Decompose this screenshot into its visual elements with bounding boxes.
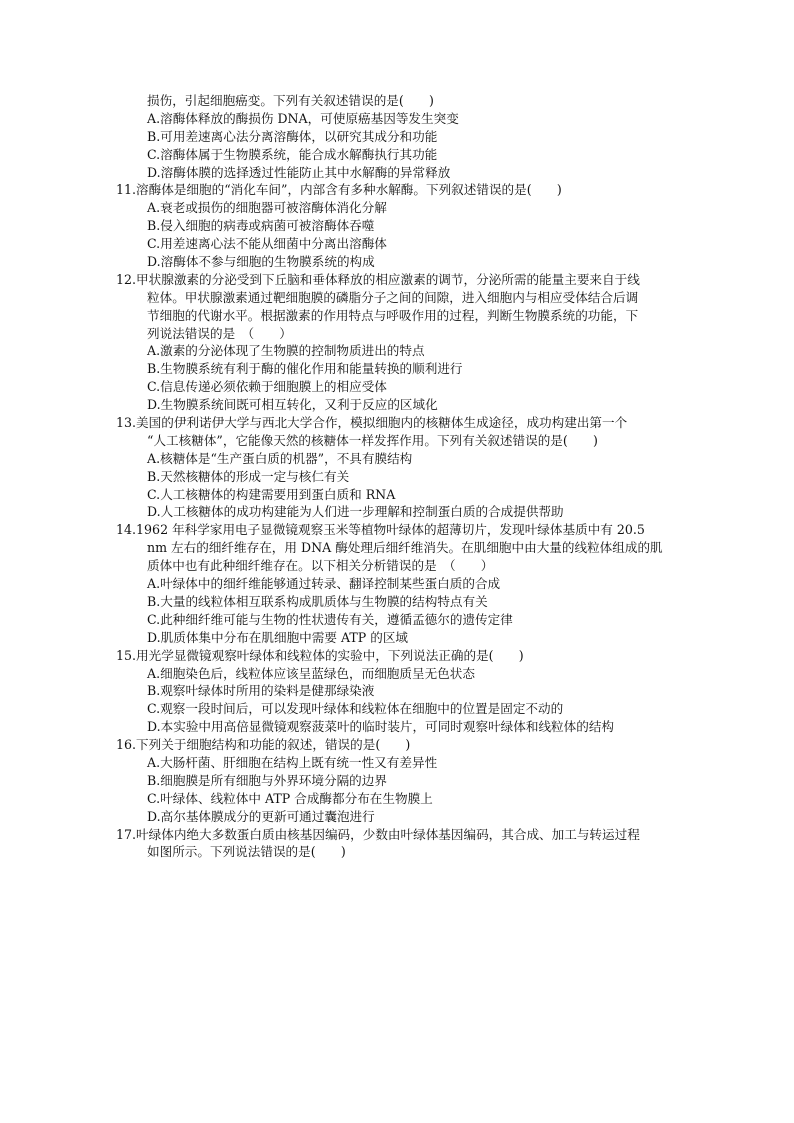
answer-option: A.叶绿体中的细纤维能够通过转录、翻译控制某些蛋白质的合成 <box>147 576 501 592</box>
question-number: 12. <box>116 271 137 287</box>
question-block <box>0 826 794 862</box>
answer-option: B.大量的线粒体相互联系构成肌质体与生物膜的结构特点有关 <box>147 593 488 609</box>
answer-option: C.人工核糖体的构建需要用到蛋白质和 RNA <box>147 486 396 502</box>
answer-option: A.细胞染色后，线粒体应该呈蓝绿色，而细胞质呈无色状态 <box>147 665 475 681</box>
question-block <box>0 521 794 646</box>
answer-option: D.溶酶体膜的选择透过性能防止其中水解酶的异常释放 <box>147 164 451 180</box>
question-number: 17. <box>116 826 137 842</box>
answer-option: B.细胞膜是所有细胞与外界环境分隔的边界 <box>147 772 387 788</box>
answer-option: D.人工核糖体的成功构建能为人们进一步理解和控制蛋白质的合成提供帮助 <box>147 504 564 520</box>
question-stem <box>0 92 794 110</box>
question-stem-continuation <box>0 307 794 325</box>
question-stem <box>0 521 794 539</box>
question-block <box>0 414 794 521</box>
answer-option: C.此种细纤维可能与生物的性状遗传有关，遵循孟德尔的遗传定律 <box>147 611 513 627</box>
question-text: 下列关于细胞结构和功能的叙述，错误的是( ) <box>136 737 411 753</box>
answer-option: C.叶绿体、线粒体中 ATP 合成酶都分布在生物膜上 <box>147 790 433 806</box>
answer-option: A.大肠杆菌、肝细胞在结构上既有统一性又有差异性 <box>147 754 438 770</box>
answer-option: B.生物膜系统有利于酶的催化作用和能量转换的顺利进行 <box>147 361 463 377</box>
question-block <box>0 271 794 414</box>
answer-option: D.溶酶体不参与细胞的生物膜系统的构成 <box>147 254 375 270</box>
question-stem-continuation <box>0 539 794 557</box>
answer-option: A.衰老或损伤的细胞器可被溶酶体消化分解 <box>147 200 387 216</box>
answer-option: C.信息传递必须依赖于细胞膜上的相应受体 <box>147 379 387 395</box>
question-text: 1962 年科学家用电子显微镜观察玉米等植物叶绿体的超薄切片，发现叶绿体基质中有 20.5 <box>136 522 645 538</box>
question-text: 用光学显微镜观察叶绿体和线粒体的实验中，下列说法正确的是( ) <box>136 647 524 663</box>
answer-option: B.侵入细胞的病毒或病菌可被溶酶体吞噬 <box>147 218 375 234</box>
question-stem-continuation <box>0 557 794 575</box>
question-text: 如图所示。下列说法错误的是( ) <box>147 844 346 860</box>
answer-option: D.本实验中用高倍显微镜观察菠菜叶的临时装片，可同时观察叶绿体和线粒体的结构 <box>147 719 615 735</box>
question-block <box>0 92 794 181</box>
answer-option: A.溶酶体释放的酶损伤 DNA，可使原癌基因等发生突变 <box>147 110 459 126</box>
question-stem <box>0 181 794 199</box>
question-number: 11. <box>116 182 137 198</box>
answer-option: C.溶酶体属于生物膜系统，能合成水解酶执行其功能 <box>147 146 438 162</box>
question-stem <box>0 647 794 665</box>
answer-option: D.高尔基体膜成分的更新可通过囊泡进行 <box>147 808 375 824</box>
question-text: “人工核糖体”，它能像天然的核糖体一样发挥作用。下列有关叙述错误的是( ) <box>147 432 598 448</box>
answer-option: A.激素的分泌体现了生物膜的控制物质进出的特点 <box>147 343 425 359</box>
question-text: 甲状腺激素的分泌受到下丘脑和垂体释放的相应激素的调节，分泌所需的能量主要来自于线 <box>136 271 640 287</box>
question-number: 13. <box>116 415 137 431</box>
question-stem-continuation <box>0 289 794 307</box>
answer-option: B.天然核糖体的形成一定与核仁有关 <box>147 468 350 484</box>
question-stem-continuation <box>0 325 794 343</box>
question-text: 溶酶体是细胞的“消化车间”，内部含有多种水解酶。下列叙述错误的是( ) <box>136 182 562 198</box>
question-stem <box>0 414 794 432</box>
question-number: 14. <box>116 522 137 538</box>
question-stem-continuation <box>0 432 794 450</box>
question-stem <box>0 826 794 844</box>
answer-option: D.肌质体集中分布在肌细胞中需要 ATP 的区域 <box>147 629 409 645</box>
question-text: 节细胞的代谢水平。根据激素的作用特点与呼吸作用的过程，判断生物膜系统的功能，下 <box>147 307 639 323</box>
question-block <box>0 736 794 825</box>
question-text: nm 左右的细纤维存在，用 DNA 酶处理后细纤维消失。在肌细胞中由大量的线粒体组成的肌 <box>147 540 663 556</box>
question-text: 损伤，引起细胞癌变。下列有关叙述错误的是( ) <box>147 93 434 108</box>
answer-option: A.核糖体是“生产蛋白质的机器”，不具有膜结构 <box>147 450 413 466</box>
answer-option: C.观察一段时间后，可以发现叶绿体和线粒体在细胞中的位置是固定不动的 <box>147 701 564 717</box>
question-stem-continuation <box>0 843 794 861</box>
answer-option: C.用差速离心法不能从细菌中分离出溶酶体 <box>147 236 387 252</box>
question-text: 列说法错误的是 （ ） <box>147 325 292 341</box>
question-block <box>0 647 794 736</box>
answer-option: B.观察叶绿体时所用的染料是健那绿染液 <box>147 683 375 699</box>
question-text: 叶绿体内绝大多数蛋白质由核基因编码，少数由叶绿体基因编码，其合成、加工与转运过程 <box>136 826 640 842</box>
question-block <box>0 181 794 270</box>
exam-page <box>0 92 794 861</box>
question-stem <box>0 271 794 289</box>
question-text: 质体中也有此种细纤维存在。以下相关分析错误的是 （ ） <box>147 558 494 574</box>
question-number: 15. <box>116 647 137 663</box>
question-text: 粒体。甲状腺激素通过靶细胞膜的磷脂分子之间的间隙，进入细胞内与相应受体结合后调 <box>147 289 639 305</box>
answer-option: B.可用差速离心法分离溶酶体，以研究其成分和功能 <box>147 128 438 144</box>
answer-option: D.生物膜系统间既可相互转化，又利于反应的区域化 <box>147 397 438 413</box>
question-text: 美国的伊利诺伊大学与西北大学合作，模拟细胞内的核糖体生成途径，成功构建出第一个 <box>136 415 628 431</box>
question-number: 16. <box>116 737 137 753</box>
question-stem <box>0 736 794 754</box>
